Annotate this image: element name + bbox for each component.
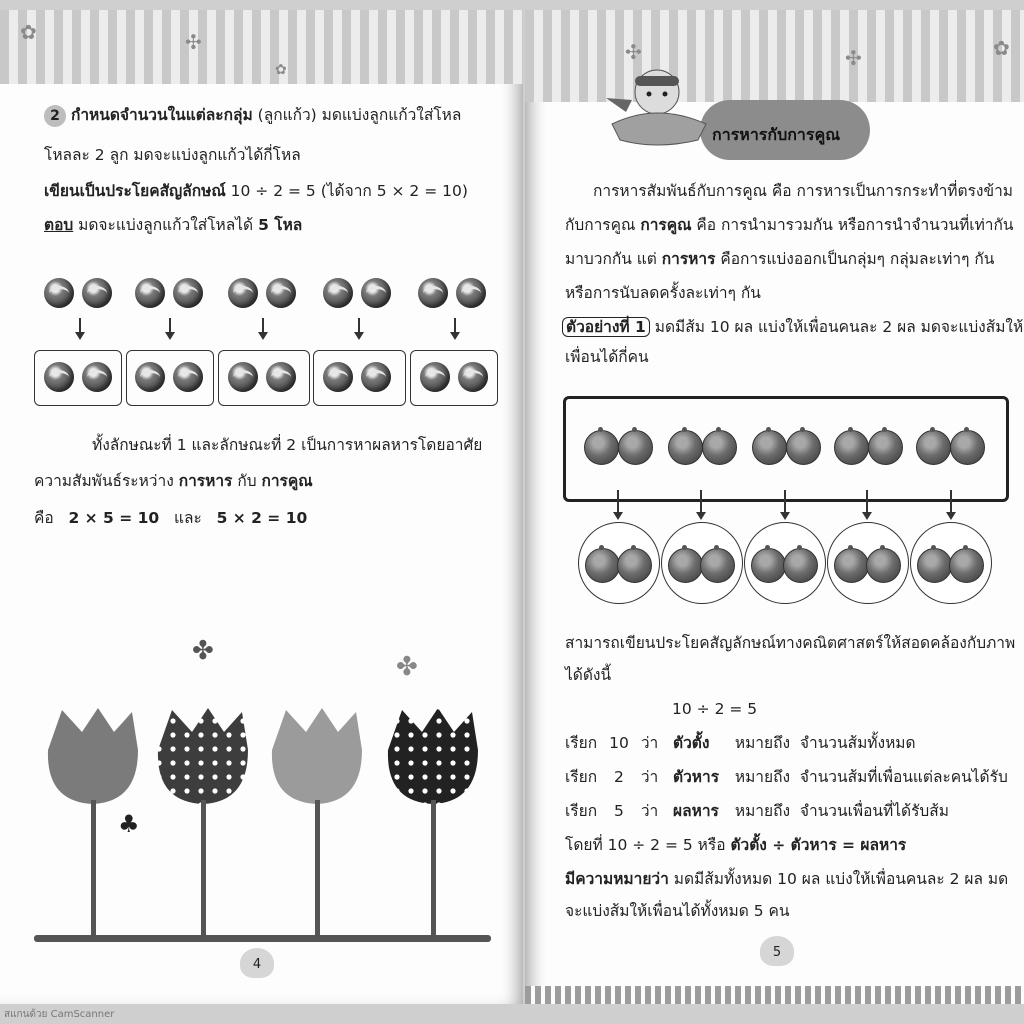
down-arrow-icon: [784, 490, 786, 518]
relation-paragraph-1: ทั้งลักษณะที่ 1 และลักษณะที่ 2 เป็นการหาผลหารโดยอาศัย: [92, 436, 483, 454]
main-equation: 10 ÷ 2 = 5: [672, 700, 758, 718]
down-arrow-icon: [358, 318, 360, 338]
intro-line-1: การหารสัมพันธ์กับการคูณ คือ การหารเป็นการกระทำที่ตรงข้าม: [593, 182, 1013, 200]
scanner-watermark: สแกนด้วย CamScanner: [4, 1009, 115, 1020]
step-number: 2: [44, 105, 66, 127]
can-write-line-2: ได้ดังนี้: [565, 666, 612, 684]
clover-icon: ♣: [118, 810, 140, 838]
marble: [323, 278, 353, 308]
ground-line: [34, 935, 491, 942]
answer-line: ตอบ มดจะแบ่งลูกแก้วใส่โหลได้ 5 โหล: [44, 216, 303, 234]
orange: [585, 548, 620, 583]
tulip-stem: [201, 800, 206, 936]
marble: [228, 362, 258, 392]
down-arrow-icon: [866, 490, 868, 518]
orange: [668, 430, 703, 465]
example-line-1: ตัวอย่างที่ 1 มดมีส้ม 10 ผล แบ่งให้เพื่อนคนละ 2 ผล มดจะแบ่งส้มให้: [562, 316, 1023, 338]
marble: [82, 278, 112, 308]
symbol-sentence: เขียนเป็นประโยคสัญลักษณ์ 10 ÷ 2 = 5 (ได้จาก 5 × 2 = 10): [44, 182, 468, 200]
flower-icon: ✿: [993, 36, 1010, 60]
equations-line: คือ 2 × 5 = 10 และ 5 × 2 = 10: [34, 509, 308, 527]
marble: [173, 362, 203, 392]
marble: [228, 278, 258, 308]
girl-on-plane-icon: [602, 62, 712, 152]
down-arrow-icon: [700, 490, 702, 518]
intro-line-2: กับการคูณ การคูณ คือ การนำมารวมกัน หรือการนำจำนวนที่เท่ากัน: [565, 216, 1014, 234]
example-label: ตัวอย่างที่ 1: [562, 317, 650, 337]
orange: [751, 548, 786, 583]
relation-paragraph-2: ความสัมพันธ์ระหว่าง การหาร กับ การคูณ: [34, 472, 313, 490]
tulip-stem: [315, 800, 320, 936]
page-number-right: 5: [760, 936, 794, 966]
can-write-line-1: สามารถเขียนประโยคสัญลักษณ์ทางคณิตศาสตร์ให้สอดคล้องกับภาพ: [565, 634, 1016, 652]
tulip-stem: [91, 800, 96, 936]
meaning-line-1: มีความหมายว่า มดมีส้มทั้งหมด 10 ผล แบ่งให้เพื่อนคนละ 2 ผล มด: [565, 870, 1009, 888]
marble: [266, 278, 296, 308]
orange: [917, 548, 952, 583]
marble: [44, 362, 74, 392]
orange: [702, 430, 737, 465]
orange: [916, 430, 951, 465]
marble: [420, 362, 450, 392]
marble: [456, 278, 486, 308]
term-row: เรียก 2 ว่า ตัวหาร หมายถึง จำนวนส้มที่เพื่อนแต่ละคนได้รับ: [565, 768, 1008, 786]
marble: [135, 362, 165, 392]
header-stripes: [0, 10, 523, 84]
problem-line2: โหลละ 2 ลูก มดจะแบ่งลูกแก้วได้กี่โหล: [44, 146, 301, 164]
flower-icon: ✿: [20, 20, 37, 44]
meaning-line-2: จะแบ่งส้มให้เพื่อนได้ทั้งหมด 5 คน: [565, 902, 790, 920]
orange: [700, 548, 735, 583]
marble: [361, 362, 391, 392]
butterfly-icon: ✤: [396, 652, 418, 682]
marble: [82, 362, 112, 392]
marble: [173, 278, 203, 308]
flower-icon: ✣: [185, 30, 202, 54]
marble: [266, 362, 296, 392]
marble: [418, 278, 448, 308]
tulip-stem: [431, 800, 436, 936]
header-stripes: [525, 10, 1024, 102]
marble: [361, 278, 391, 308]
orange: [949, 548, 984, 583]
orange: [618, 430, 653, 465]
down-arrow-icon: [454, 318, 456, 338]
orange: [868, 430, 903, 465]
term-row: เรียก 5 ว่า ผลหาร หมายถึง จำนวนเพื่อนที่ได้รับส้ม: [565, 802, 949, 820]
orange: [786, 430, 821, 465]
section-title: การหารกับการคูณ: [712, 125, 841, 144]
down-arrow-icon: [950, 490, 952, 518]
flower-icon: ✣: [845, 46, 862, 70]
butterfly-icon: ✤: [192, 636, 214, 666]
fence-border: [525, 986, 1024, 1004]
down-arrow-icon: [79, 318, 81, 338]
marble: [135, 278, 165, 308]
down-arrow-icon: [262, 318, 264, 338]
orange: [752, 430, 787, 465]
page-number-left: 4: [240, 948, 274, 978]
down-arrow-icon: [169, 318, 171, 338]
flower-icon: ✣: [625, 40, 642, 64]
term-row: เรียก 10 ว่า ตัวตั้ง หมายถึง จำนวนส้มทั้งหมด: [565, 734, 916, 752]
orange: [834, 548, 869, 583]
relation-line: โดยที่ 10 ÷ 2 = 5 หรือ ตัวตั้ง ÷ ตัวหาร = ผลหาร: [565, 836, 907, 854]
down-arrow-icon: [617, 490, 619, 518]
orange: [866, 548, 901, 583]
example-line-2: เพื่อนได้กี่คน: [565, 348, 649, 366]
flower-icon: ✿: [275, 62, 287, 78]
orange: [668, 548, 703, 583]
marble: [323, 362, 353, 392]
marble: [44, 278, 74, 308]
orange: [617, 548, 652, 583]
marble: [458, 362, 488, 392]
intro-line-3: มาบวกกัน แต่ การหาร คือการแบ่งออกเป็นกลุ่มๆ กลุ่มละเท่าๆ กัน: [565, 250, 995, 268]
orange: [950, 430, 985, 465]
problem-intro: 2 กำหนดจำนวนในแต่ละกลุ่ม (ลูกแก้ว) มดแบ่งลูกแก้วใส่โหล: [44, 104, 461, 127]
orange: [834, 430, 869, 465]
intro-line-4: หรือการนับลดครั้งละเท่าๆ กัน: [565, 284, 761, 302]
orange: [584, 430, 619, 465]
orange: [783, 548, 818, 583]
